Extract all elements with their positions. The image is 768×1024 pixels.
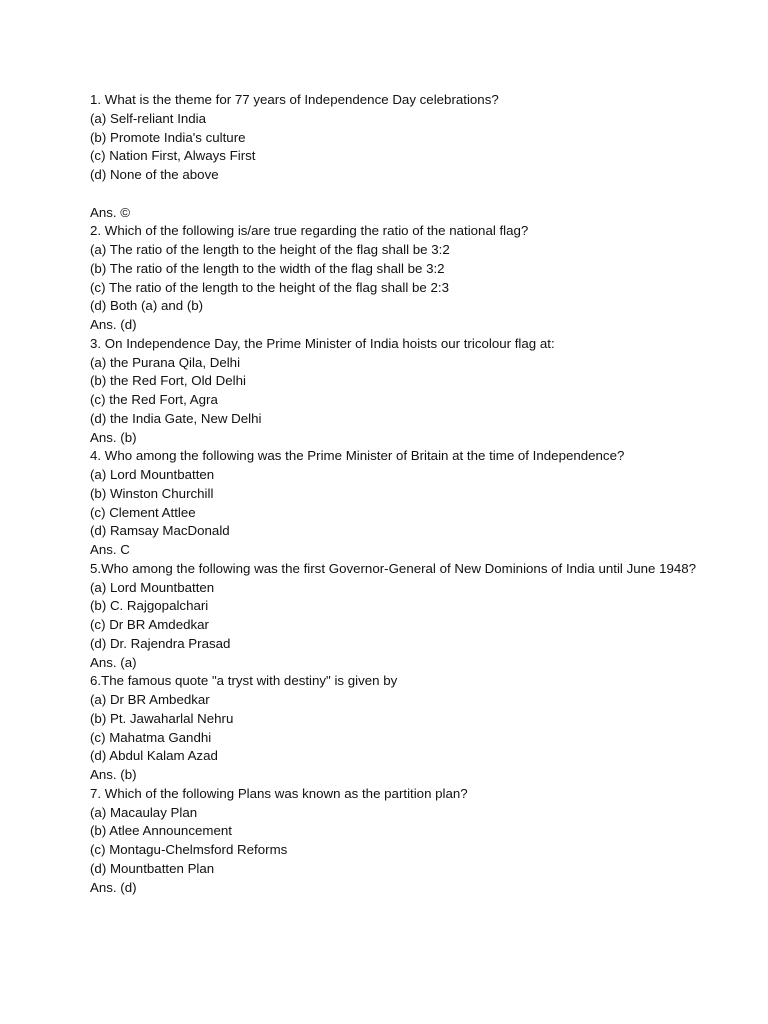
q2-option-c: (c) The ratio of the length to the height of the flag shall be 2:3 [90, 279, 450, 295]
question-5: 5.Who among the following was the first Governor-General of New Dominions of India until June 1948? [90, 560, 697, 576]
q5-answer: Ans. (a) [90, 654, 137, 670]
q4-option-b: (b) Winston Churchill [90, 485, 214, 501]
q2-option-b: (b) The ratio of the length to the width of the flag shall be 3:2 [90, 260, 445, 276]
question-4: 4. Who among the following was the Prime Minister of Britain at the time of Independence? [90, 448, 625, 464]
q6-option-b: (b) Pt. Jawaharlal Nehru [90, 710, 234, 726]
q6-option-d: (d) Abdul Kalam Azad [90, 748, 218, 764]
question-6: 6.The famous quote "a tryst with destiny" is given by [90, 673, 398, 689]
q7-option-b: (b) Atlee Announcement [90, 823, 232, 839]
q7-option-d: (d) Mountbatten Plan [90, 860, 215, 876]
q5-option-a: (a) Lord Mountbatten [90, 579, 215, 595]
q1-option-d: (d) None of the above [90, 167, 219, 182]
q4-option-a: (a) Lord Mountbatten [90, 467, 215, 482]
q6-option-a: (a) Dr BR Ambedkar [90, 692, 210, 707]
q5-option-b: (b) C. Rajgopalchari [90, 598, 209, 614]
q4-answer: Ans. C [90, 542, 130, 557]
q2-answer: Ans. (d) [90, 317, 137, 332]
document-page [90, 91, 730, 897]
q2-option-a: (a) The ratio of the length to the height of the flag shall be 3:2 [90, 242, 450, 257]
q1-option-c: (c) Nation First, Always First [90, 148, 256, 164]
q1-option-b: (b) Promote India's culture [90, 129, 246, 145]
q7-option-c: (c) Montagu-Chelmsford Reforms [90, 842, 288, 857]
q4-option-c: (c) Clement Attlee [90, 504, 196, 520]
q7-option-a: (a) Macaulay Plan [90, 804, 198, 820]
q5-option-d: (d) Dr. Rajendra Prasad [90, 635, 231, 651]
q3-option-a: (a) the Purana Qila, Delhi [90, 354, 241, 370]
question-2: 2. Which of the following is/are true regarding the ratio of the national flag? [90, 223, 529, 239]
q6-answer: Ans. (b) [90, 767, 137, 782]
q5-option-c: (c) Dr BR Amdedkar [90, 617, 209, 632]
q2-option-d: (d) Both (a) and (b) [90, 298, 204, 314]
question-1: 1. What is the theme for 77 years of Independence Day celebrations? [90, 92, 499, 107]
blank-line [90, 185, 730, 204]
q4-option-d: (d) Ramsay MacDonald [90, 523, 230, 539]
q6-option-c: (c) Mahatma Gandhi [90, 729, 212, 745]
question-7: 7. Which of the following Plans was known as the partition plan? [90, 785, 468, 801]
q3-option-d: (d) the India Gate, New Delhi [90, 410, 262, 426]
q3-option-b: (b) the Red Fort, Old Delhi [90, 373, 246, 389]
q3-option-c: (c) the Red Fort, Agra [90, 392, 218, 407]
q7-answer: Ans. (d) [90, 879, 137, 895]
q1-option-a: (a) Self-reliant India [90, 110, 207, 126]
question-3: 3. On Independence Day, the Prime Minister of India hoists our tricolour flag at: [90, 335, 555, 351]
q3-answer: Ans. (b) [90, 429, 137, 445]
q1-answer: Ans. © [90, 204, 131, 220]
